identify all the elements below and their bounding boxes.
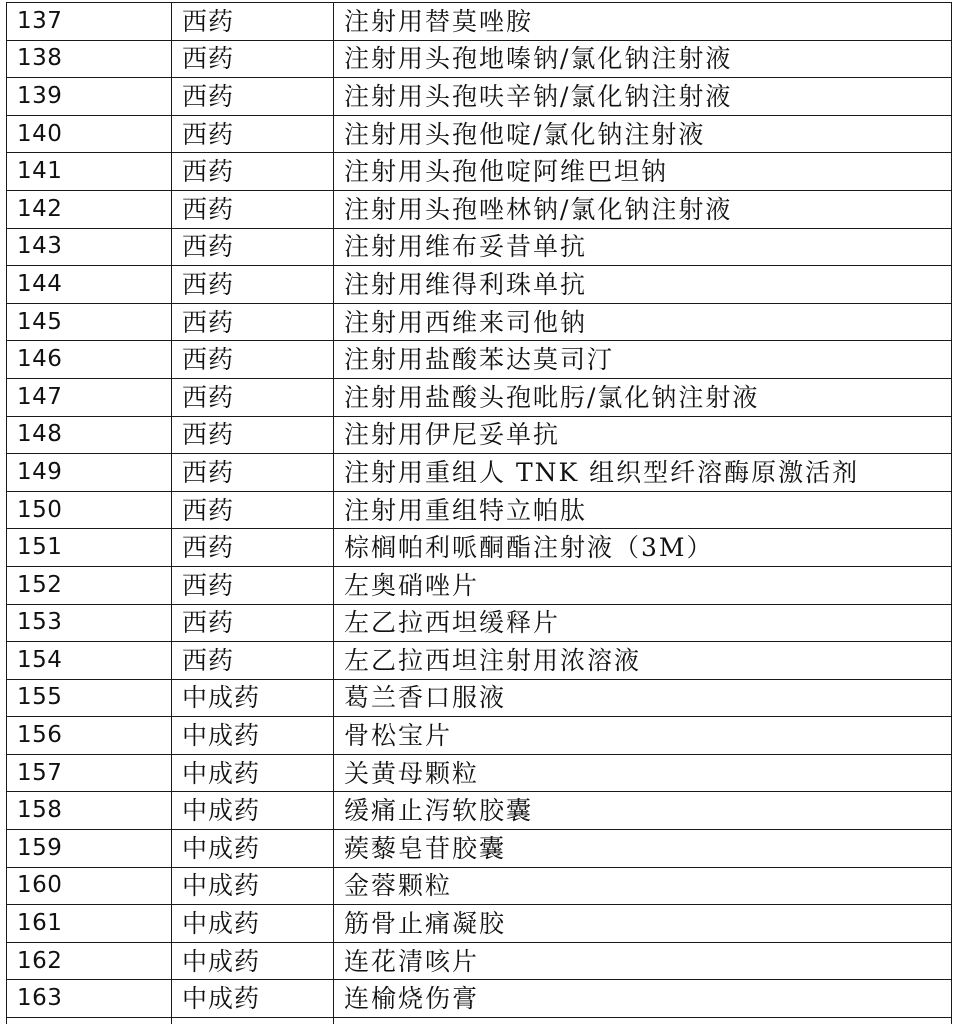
category-cell: 中成药 (172, 830, 334, 868)
table-row (7, 830, 952, 868)
category-cell: 西药 (172, 190, 334, 228)
row-number-cell: 138 (7, 40, 172, 78)
drug-name-cell: 注射用维得利珠单抗 (334, 266, 952, 304)
drug-name-cell: 缓痛止泻软胶囊 (334, 792, 952, 830)
category-cell: 西药 (172, 566, 334, 604)
drug-name-cell: 注射用头孢地嗪钠/氯化钠注射液 (334, 40, 952, 78)
table-row (7, 378, 952, 416)
row-number-cell: 150 (7, 491, 172, 529)
drug-name-cell: 关黄母颗粒 (334, 754, 952, 792)
drug-name-cell: 左乙拉西坦缓释片 (334, 604, 952, 642)
drug-name-cell: 连花清咳片 (334, 942, 952, 980)
category-cell: 西药 (172, 604, 334, 642)
category-cell: 西药 (172, 529, 334, 567)
table-row (7, 3, 952, 41)
row-number-cell: 143 (7, 228, 172, 266)
category-cell: 西药 (172, 78, 334, 116)
row-number-cell: 147 (7, 378, 172, 416)
table-row (7, 416, 952, 454)
drug-name-cell: 注射用盐酸苯达莫司汀 (334, 341, 952, 379)
category-cell: 中成药 (172, 792, 334, 830)
drug-name-cell: 左乙拉西坦注射用浓溶液 (334, 642, 952, 680)
table-row (7, 1018, 952, 1024)
row-number-cell: 149 (7, 454, 172, 492)
table-row (7, 78, 952, 116)
table-row (7, 491, 952, 529)
table-body (7, 3, 952, 1024)
row-number-cell: 162 (7, 942, 172, 980)
row-number-cell: 158 (7, 792, 172, 830)
row-number-cell: 154 (7, 642, 172, 680)
row-number-cell: 155 (7, 679, 172, 717)
category-cell: 中成药 (172, 679, 334, 717)
table-row (7, 942, 952, 980)
category-cell: 西药 (172, 153, 334, 191)
table-row (7, 566, 952, 604)
drug-name-cell: 注射用替莫唑胺 (334, 3, 952, 41)
table-row (7, 303, 952, 341)
row-number-cell: 141 (7, 153, 172, 191)
drug-name-cell: 注射用伊尼妥单抗 (334, 416, 952, 454)
row-number-cell: 145 (7, 303, 172, 341)
row-number-cell: 142 (7, 190, 172, 228)
table-row (7, 642, 952, 680)
drug-name-cell (334, 1018, 952, 1024)
table-row (7, 454, 952, 492)
category-cell: 西药 (172, 3, 334, 41)
table-row (7, 529, 952, 567)
category-cell: 西药 (172, 454, 334, 492)
drug-name-cell: 注射用重组人 TNK 组织型纤溶酶原激活剂 (334, 454, 952, 492)
category-cell: 西药 (172, 378, 334, 416)
drug-name-cell: 注射用头孢呋辛钠/氯化钠注射液 (334, 78, 952, 116)
drug-name-cell: 棕榈帕利哌酮酯注射液（3M） (334, 529, 952, 567)
category-cell: 西药 (172, 266, 334, 304)
category-cell: 西药 (172, 115, 334, 153)
row-number-cell: 163 (7, 980, 172, 1018)
row-number-cell: 144 (7, 266, 172, 304)
table-row (7, 717, 952, 755)
drug-name-cell: 注射用维布妥昔单抗 (334, 228, 952, 266)
drug-name-cell: 金蓉颗粒 (334, 867, 952, 905)
category-cell (172, 1018, 334, 1024)
category-cell: 西药 (172, 341, 334, 379)
category-cell: 西药 (172, 416, 334, 454)
table-row (7, 754, 952, 792)
row-number-cell: 140 (7, 115, 172, 153)
row-number-cell: 160 (7, 867, 172, 905)
drug-name-cell: 连榆烧伤膏 (334, 980, 952, 1018)
row-number-cell: 139 (7, 78, 172, 116)
category-cell: 西药 (172, 491, 334, 529)
drug-name-cell: 注射用盐酸头孢吡肟/氯化钠注射液 (334, 378, 952, 416)
table-row (7, 190, 952, 228)
row-number-cell: 151 (7, 529, 172, 567)
table-row (7, 980, 952, 1018)
drug-name-cell: 骨松宝片 (334, 717, 952, 755)
category-cell: 中成药 (172, 717, 334, 755)
table-row (7, 153, 952, 191)
row-number-cell: 137 (7, 3, 172, 41)
table-row (7, 905, 952, 943)
drug-name-cell: 注射用头孢他啶阿维巴坦钠 (334, 153, 952, 191)
drug-list-table (6, 2, 952, 1024)
table-row (7, 867, 952, 905)
category-cell: 西药 (172, 303, 334, 341)
row-number-cell: 152 (7, 566, 172, 604)
row-number-cell: 153 (7, 604, 172, 642)
table-row (7, 115, 952, 153)
category-cell: 中成药 (172, 980, 334, 1018)
drug-name-cell: 蒺藜皂苷胶囊 (334, 830, 952, 868)
table-row (7, 679, 952, 717)
table-row (7, 341, 952, 379)
category-cell: 西药 (172, 642, 334, 680)
table-row (7, 40, 952, 78)
table-row (7, 266, 952, 304)
row-number-cell (7, 1018, 172, 1024)
drug-name-cell: 注射用头孢他啶/氯化钠注射液 (334, 115, 952, 153)
row-number-cell: 156 (7, 717, 172, 755)
row-number-cell: 146 (7, 341, 172, 379)
row-number-cell: 161 (7, 905, 172, 943)
category-cell: 中成药 (172, 942, 334, 980)
drug-name-cell: 左奥硝唑片 (334, 566, 952, 604)
drug-name-cell: 筋骨止痛凝胶 (334, 905, 952, 943)
category-cell: 中成药 (172, 867, 334, 905)
category-cell: 西药 (172, 228, 334, 266)
category-cell: 中成药 (172, 905, 334, 943)
table-row (7, 792, 952, 830)
row-number-cell: 157 (7, 754, 172, 792)
table-row (7, 604, 952, 642)
row-number-cell: 148 (7, 416, 172, 454)
row-number-cell: 159 (7, 830, 172, 868)
drug-name-cell: 注射用头孢唑林钠/氯化钠注射液 (334, 190, 952, 228)
drug-name-cell: 注射用重组特立帕肽 (334, 491, 952, 529)
table-row (7, 228, 952, 266)
drug-name-cell: 葛兰香口服液 (334, 679, 952, 717)
drug-name-cell: 注射用西维来司他钠 (334, 303, 952, 341)
category-cell: 中成药 (172, 754, 334, 792)
category-cell: 西药 (172, 40, 334, 78)
